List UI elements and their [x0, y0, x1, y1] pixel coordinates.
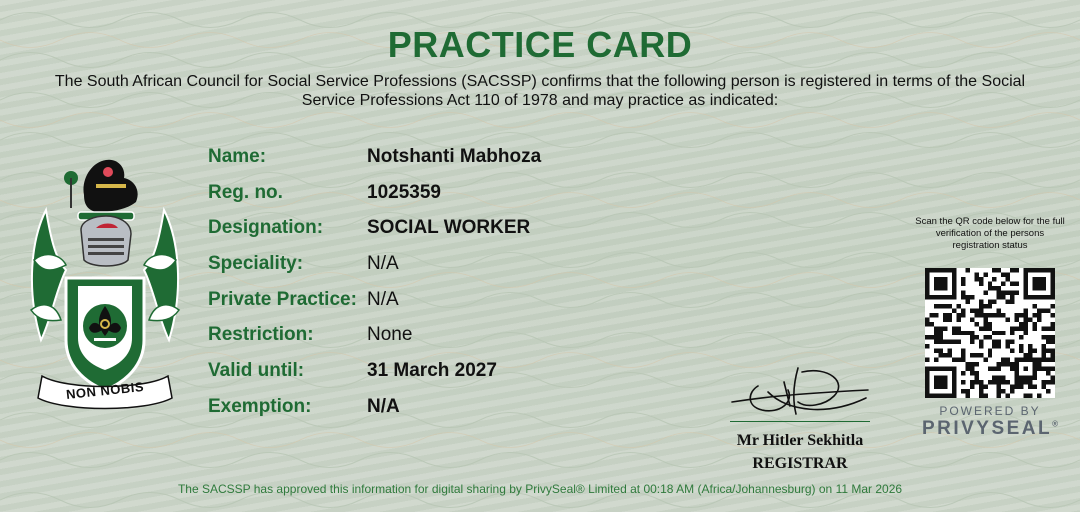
field-value-reg-no: 1025359 — [367, 181, 441, 203]
registrar-signature — [728, 362, 872, 424]
field-value-restriction: None — [367, 324, 413, 346]
field-label: Reg. no. — [208, 181, 283, 203]
field-value-valid-until: 31 March 2027 — [367, 360, 497, 382]
field-value-private-practice: N/A — [367, 288, 399, 310]
signature-line — [730, 421, 870, 422]
privyseal-logo — [915, 418, 1065, 440]
field-value-designation: SOCIAL WORKER — [367, 217, 531, 239]
field-label: Restriction: — [208, 324, 314, 346]
field-label: Speciality: — [208, 253, 304, 275]
field-label: Exemption: — [208, 395, 312, 417]
field-value-speciality: N/A — [367, 253, 399, 275]
registrar-title: REGISTRAR — [752, 455, 848, 472]
field-value-name: Notshanti Mabhoza — [367, 146, 542, 167]
registrar-name: Mr Hitler Sekhitla — [736, 432, 864, 449]
scan-instructions: Scan the QR code below for the full verification of the persons registration status — [915, 216, 1065, 251]
brand-registered-mark: ® — [1052, 419, 1059, 429]
verification-qr-code[interactable] — [925, 268, 1055, 398]
field-label: Valid until: — [208, 360, 305, 382]
field-label: Name: — [208, 146, 267, 167]
brand-name: PRIVYSEAL — [921, 418, 1053, 439]
powered-by-label: POWERED BY — [939, 404, 1041, 418]
card-title: PRACTICE CARD — [387, 24, 693, 65]
coat-of-arms-icon — [26, 150, 184, 412]
field-value-exemption: N/A — [367, 395, 400, 417]
intro-text: The South African Council for Social Service Professions (SACSSP) confirms that the following person is registered in terms of the Social Service Professions Act 110 of 1978 and may practice as indicated: — [54, 73, 1026, 109]
field-label: Private Practice: — [208, 288, 357, 310]
sharing-footer: The SACSSP has approved this information for digital sharing by PrivySeal® Limited at 00:18 AM (Africa/Johannesburg) on 11 Mar 2026 — [177, 482, 903, 496]
field-label: Designation: — [208, 217, 324, 239]
crest-motto: NON NOBIS — [65, 378, 145, 403]
